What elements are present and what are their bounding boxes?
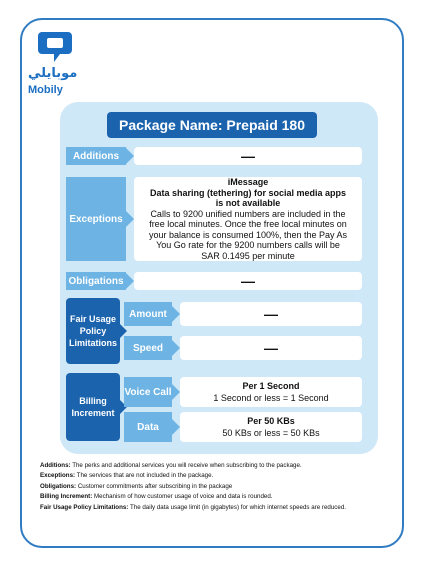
exceptions-value <box>134 177 362 261</box>
note-text: Customer commitments after subscribing in the package <box>76 482 233 490</box>
fair-usage-label: Fair Usage Policy Limitations <box>66 298 120 364</box>
note-exceptions <box>40 471 380 481</box>
amount-value <box>180 302 362 326</box>
note-term: Billing Increment: <box>40 493 93 501</box>
note-text: The services that are not included in the package. <box>75 472 214 480</box>
data-value <box>180 412 362 442</box>
obligations-label: Obligations <box>66 272 126 290</box>
voice-call-value <box>180 377 362 407</box>
additions-value <box>134 147 362 165</box>
obligations-value-text: — <box>241 273 255 289</box>
brand-name-english: Mobily <box>28 84 63 96</box>
note-additions <box>40 461 380 471</box>
exceptions-label: Exceptions <box>66 177 126 261</box>
brand-name-arabic: موبايلي <box>28 66 78 81</box>
exception-line-4: Calls to 9200 unified numbers are included in the free local minutes. Once the free local minutes on your balance is consumed 100%, then the Pay As You Go rate for the 9200 numbers calls will be SAR 0.1495 per minute <box>148 208 348 261</box>
speed-label: Speed <box>124 336 172 360</box>
data-rounding: 50 KBs or less = 50 KBs <box>222 428 320 438</box>
obligations-value <box>134 272 362 290</box>
note-text: The daily data usage limit (in gigabytes) for which internet speeds are reduced. <box>128 503 346 511</box>
note-term: Obligations: <box>40 482 77 490</box>
billing-increment-label: Billing Increment <box>66 373 120 441</box>
note-term: Exceptions: <box>40 472 76 480</box>
note-text: The perks and additional services you will receive when subscribing to the package. <box>70 462 302 469</box>
exception-line-3: is not available <box>215 198 281 208</box>
voice-call-label: Voice Call <box>124 377 172 407</box>
exception-line-1: iMessage <box>227 177 269 187</box>
voice-call-rounding: 1 Second or less = 1 Second <box>213 393 329 403</box>
note-text: Mechanism of how customer usage of voice and data is rounded. <box>92 493 273 501</box>
data-rate: Per 50 KBs <box>247 416 295 426</box>
package-title: Package Name: Prepaid 180 <box>107 112 317 138</box>
note-term: Fair Usage Policy Limitations: <box>40 503 129 511</box>
definitions-notes <box>40 461 380 513</box>
note-billing-increment <box>40 492 380 502</box>
note-fair-usage <box>40 503 380 513</box>
additions-label: Additions <box>66 147 126 165</box>
mobily-logo-icon <box>36 28 74 66</box>
speed-value <box>180 336 362 360</box>
amount-value-text: — <box>264 306 278 322</box>
note-term: Additions: <box>40 462 71 469</box>
note-obligations <box>40 482 380 492</box>
mobily-logo <box>28 28 88 98</box>
additions-value-text: — <box>241 148 255 164</box>
amount-label: Amount <box>124 302 172 326</box>
speed-value-text: — <box>264 340 278 356</box>
exception-line-2: Data sharing (tethering) for social media apps <box>149 187 347 198</box>
data-label: Data <box>124 412 172 442</box>
voice-call-rate: Per 1 Second <box>242 381 300 391</box>
